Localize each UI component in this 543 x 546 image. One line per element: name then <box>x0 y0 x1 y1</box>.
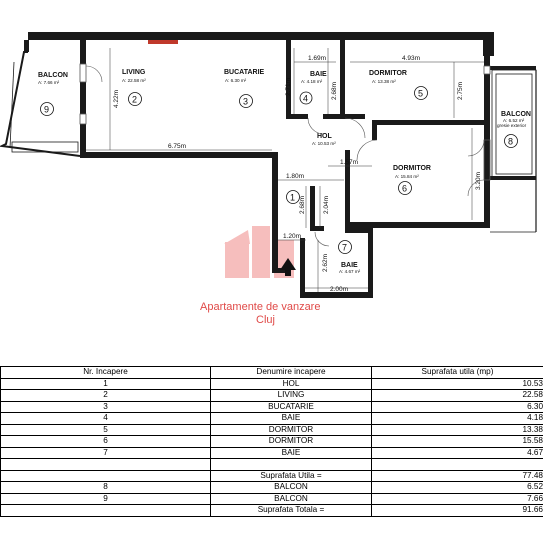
table-row <box>1 401 543 413</box>
balcon-9-outline <box>2 52 80 156</box>
table-row <box>1 482 543 494</box>
svg-text:A: 4.67 m²: A: 4.67 m² <box>339 269 361 274</box>
cell-nr: 3 <box>1 401 211 413</box>
table-spacer-row <box>1 459 543 471</box>
svg-text:4.22m: 4.22m <box>113 89 120 108</box>
cell-nr: 9 <box>1 493 211 505</box>
area-table-container <box>0 366 543 546</box>
cell-name: BAIE <box>211 447 372 459</box>
cell-area: 6.30 <box>372 401 543 413</box>
svg-text:A: 15.84 m²: A: 15.84 m² <box>395 174 419 179</box>
header-denumire: Denumire incapere <box>211 367 372 379</box>
cell-name: LIVING <box>211 390 372 402</box>
svg-text:2.75m: 2.75m <box>457 81 464 100</box>
cell-name: BAIE <box>211 413 372 425</box>
cell-nr: 7 <box>1 447 211 459</box>
cell-area: 15.58 <box>372 436 543 448</box>
room-9 <box>38 72 68 116</box>
svg-text:2.00m: 2.00m <box>330 286 349 293</box>
table-row <box>1 493 543 505</box>
room-2 <box>122 69 146 106</box>
svg-text:A: 6.52 m²: A: 6.52 m² <box>503 118 525 123</box>
cell-area: 4.18 <box>372 413 543 425</box>
svg-text:3: 3 <box>243 96 249 107</box>
svg-text:A: 4.18 m²: A: 4.18 m² <box>301 79 323 84</box>
room-7 <box>339 241 361 275</box>
svg-text:2.62m: 2.62m <box>322 253 329 272</box>
svg-text:BALCON: BALCON <box>501 111 531 118</box>
header-suprafata: Suprafata utila (mp) <box>372 367 543 379</box>
balcon-8-outline <box>490 70 536 232</box>
cell-area: 13.38 <box>372 424 543 436</box>
svg-text:2.68m: 2.68m <box>299 195 306 214</box>
svg-text:1: 1 <box>290 192 296 203</box>
room-4 <box>300 71 327 104</box>
svg-text:2.04m: 2.04m <box>323 195 330 214</box>
cell-name: DORMITOR <box>211 436 372 448</box>
cell-area: 4.67 <box>372 447 543 459</box>
svg-text:A: 7.66 m²: A: 7.66 m² <box>38 80 60 85</box>
svg-text:6.75m: 6.75m <box>168 143 187 150</box>
cell-area: 7.66 <box>372 493 543 505</box>
cell-name: BALCON <box>211 493 372 505</box>
svg-text:gresie exterior: gresie exterior <box>497 123 527 128</box>
table-row <box>1 390 543 402</box>
total-value: 91.66 <box>372 505 543 517</box>
cell-nr: 1 <box>1 378 211 390</box>
watermark-line2: Cluj <box>256 314 275 326</box>
cell-area: 6.52 <box>372 482 543 494</box>
svg-text:BAIE: BAIE <box>341 262 358 269</box>
svg-text:9: 9 <box>44 104 50 115</box>
svg-text:HOL: HOL <box>317 133 332 140</box>
svg-text:2: 2 <box>132 94 138 105</box>
table-total-row <box>1 505 543 517</box>
cell-name: BALCON <box>211 482 372 494</box>
cell-nr: 8 <box>1 482 211 494</box>
svg-text:DORMITOR: DORMITOR <box>369 70 407 77</box>
svg-text:LIVING: LIVING <box>122 69 146 76</box>
svg-text:4: 4 <box>303 93 309 104</box>
cell-nr: 6 <box>1 436 211 448</box>
svg-text:A: 6.30 m²: A: 6.30 m² <box>225 78 247 83</box>
svg-text:A: 10.53 m²: A: 10.53 m² <box>312 141 336 146</box>
room-5 <box>369 70 428 100</box>
room-8 <box>497 111 531 148</box>
room-6 <box>393 165 431 195</box>
cell-area: 10.53 <box>372 378 543 390</box>
table-row <box>1 436 543 448</box>
svg-text:8: 8 <box>508 136 514 147</box>
svg-text:1.80m: 1.80m <box>286 173 305 180</box>
windows <box>80 40 490 180</box>
table-row <box>1 424 543 436</box>
cell-name: DORMITOR <box>211 424 372 436</box>
svg-text:BALCON: BALCON <box>38 72 68 79</box>
cell-name: BUCATARIE <box>211 401 372 413</box>
cell-name: HOL <box>211 378 372 390</box>
cell-nr: 5 <box>1 424 211 436</box>
svg-text:1.57m: 1.57m <box>340 159 359 166</box>
svg-text:1.69m: 1.69m <box>308 55 327 62</box>
cell-nr: 2 <box>1 390 211 402</box>
svg-text:3.20m: 3.20m <box>475 171 482 190</box>
table-header-row <box>1 367 543 379</box>
watermark-line1: Apartamente de vanzare <box>200 301 321 313</box>
svg-text:7: 7 <box>342 242 348 253</box>
svg-text:A: 22.58 m²: A: 22.58 m² <box>122 78 146 83</box>
svg-text:6: 6 <box>402 183 408 194</box>
util-value: 77.48 <box>372 470 543 482</box>
util-label: Suprafata Utila = <box>211 470 372 482</box>
svg-text:BUCATARIE: BUCATARIE <box>224 69 265 76</box>
room-3 <box>224 69 265 108</box>
table-row <box>1 378 543 390</box>
table-row <box>1 447 543 459</box>
svg-text:2.71m: 2.71m <box>285 77 292 96</box>
svg-text:1.20m: 1.20m <box>283 233 302 240</box>
table-util-row <box>1 470 543 482</box>
svg-text:2.68m: 2.68m <box>331 81 338 100</box>
svg-text:5: 5 <box>418 88 424 99</box>
header-nr: Nr. Incapere <box>1 367 211 379</box>
table-row <box>1 413 543 425</box>
svg-text:4.93m: 4.93m <box>402 55 421 62</box>
cell-nr: 4 <box>1 413 211 425</box>
svg-text:DORMITOR: DORMITOR <box>393 165 431 172</box>
total-label: Suprafata Totala = <box>211 505 372 517</box>
cell-area: 22.58 <box>372 390 543 402</box>
area-table <box>0 366 543 517</box>
svg-text:BAIE: BAIE <box>310 71 327 78</box>
svg-text:A: 13.38 m²: A: 13.38 m² <box>372 79 396 84</box>
